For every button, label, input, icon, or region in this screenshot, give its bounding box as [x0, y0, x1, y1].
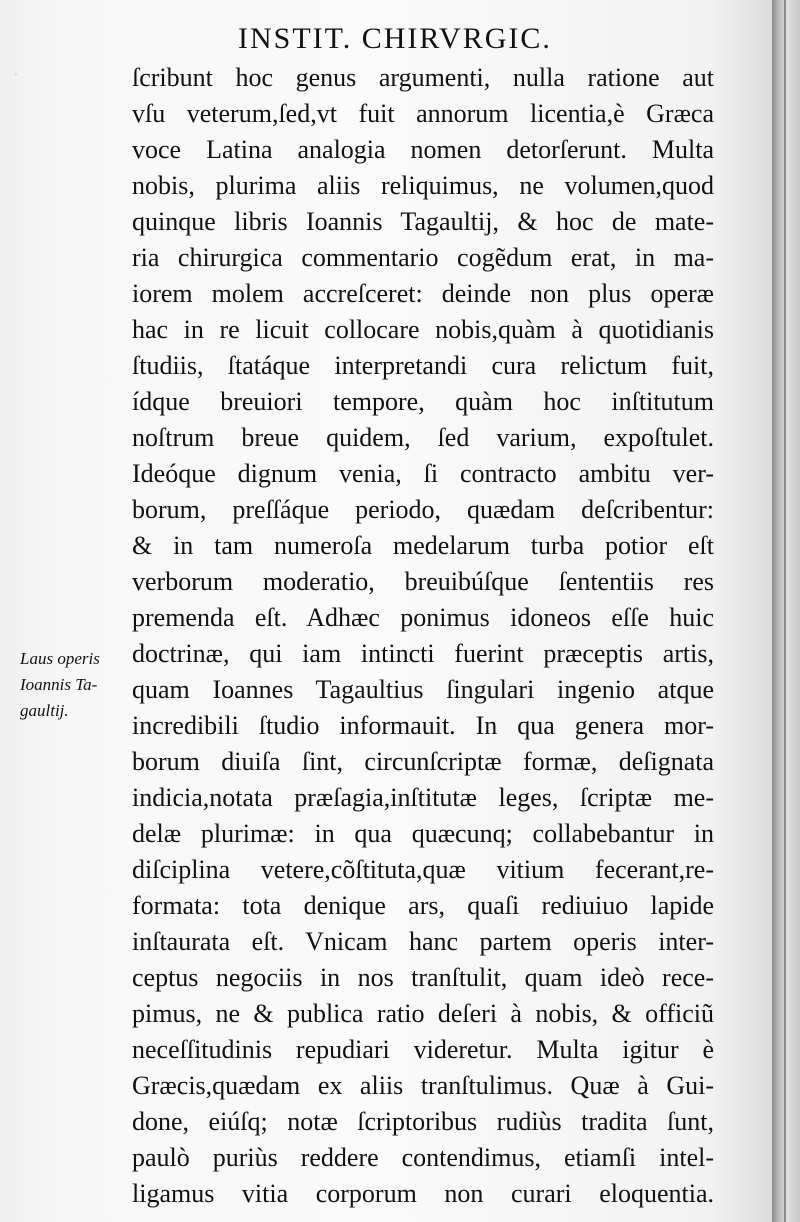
text-line: ceptus negociis in nos tranſtulit, quam ideò rece- — [132, 963, 714, 992]
text-line: verborum moderatio, breuibúſque ſententiis res — [132, 567, 714, 596]
text-line: indicia,notata præſagia,inſtitutæ leges, ſcriptæ me- — [132, 783, 714, 812]
text-line: premenda eſt. Adhæc ponimus idoneos eſſe huic — [132, 603, 714, 632]
bleed-through-mark: · — [14, 68, 18, 83]
text-line: neceſſitudinis repudiari videretur. Multa igitur è — [132, 1035, 714, 1064]
text-line: ſtudiis, ſtatáque interpretandi cura relictum fuit, — [132, 351, 714, 380]
marginal-note-line: Laus operis — [20, 649, 100, 668]
text-line: quinque libris Ioannis Tagaultij, & hoc de mate- — [132, 207, 714, 236]
text-line: paulò puriùs reddere contendimus, etiamſi intel- — [132, 1143, 714, 1172]
text-line: pimus, ne & publica ratio deſeri à nobis, & officiũ — [132, 999, 714, 1028]
text-line: inſtaurata eſt. Vnicam hanc partem operis inter- — [132, 927, 714, 956]
text-line: ria chirurgica commentario cogẽdum erat, in ma- — [132, 243, 714, 272]
marginal-note — [20, 646, 132, 724]
text-line: doctrinæ, qui iam intincti fuerint præceptis artis, — [132, 639, 714, 668]
text-line: voce Latina analogia nomen detorſerunt. Multa — [132, 135, 714, 164]
text-line: ídque breuiori tempore, quàm hoc inſtitutum — [132, 387, 714, 416]
running-title: INSTIT. CHIRVRGIC. — [238, 22, 552, 55]
text-line: incredibili ſtudio informauit. In qua genera mor- — [132, 711, 714, 740]
text-line: noſtrum breue quidem, ſed varium, expoſtulet. — [132, 423, 714, 452]
text-line: & in tam numeroſa medelarum turba potior eſt — [132, 531, 714, 560]
marginal-note-line: gaultij. — [20, 701, 69, 720]
page-edge — [772, 0, 800, 1222]
text-line: nobis, plurima aliis reliquimus, ne volumen,quod — [132, 171, 714, 200]
text-line: borum, preſſáque periodo, quædam deſcribentur: — [132, 495, 714, 524]
text-line: delæ plurimæ: in qua quæcunq; collabebantur in — [132, 819, 714, 848]
text-line: ligamus vitia corporum non curari eloquentia. — [132, 1179, 714, 1208]
text-line: iorem molem accreſceret: deinde non plus operæ — [132, 279, 714, 308]
text-line: quam Ioannes Tagaultius ſingulari ingenio atque — [132, 675, 714, 704]
text-line: hac in re licuit collocare nobis,quàm à quotidianis — [132, 315, 714, 344]
text-line: diſciplina vetere,cõſtituta,quæ vitium fecerant,re- — [132, 855, 714, 884]
text-line: vſu veterum,ſed,vt fuit annorum licentia,è Græca — [132, 99, 714, 128]
text-line: done, eiúſq; notæ ſcriptoribus rudiùs tradita ſunt, — [132, 1107, 714, 1136]
text-line: ſcribunt hoc genus argumenti, nulla ratione aut — [132, 63, 714, 92]
body-text — [132, 60, 714, 1212]
text-line: Ideóque dignum venia, ſi contracto ambitu ver- — [132, 459, 714, 488]
marginal-note-line: Ioannis Ta- — [20, 675, 98, 694]
text-line: Græcis,quædam ex aliis tranſtulimus. Quæ à Gui- — [132, 1071, 714, 1100]
text-line: borum diuiſa ſint, circunſcriptæ formæ, deſignata — [132, 747, 714, 776]
page-gutter-line — [784, 0, 786, 1222]
text-line: formata: tota denique ars, quaſi rediuiuo lapide — [132, 891, 714, 920]
